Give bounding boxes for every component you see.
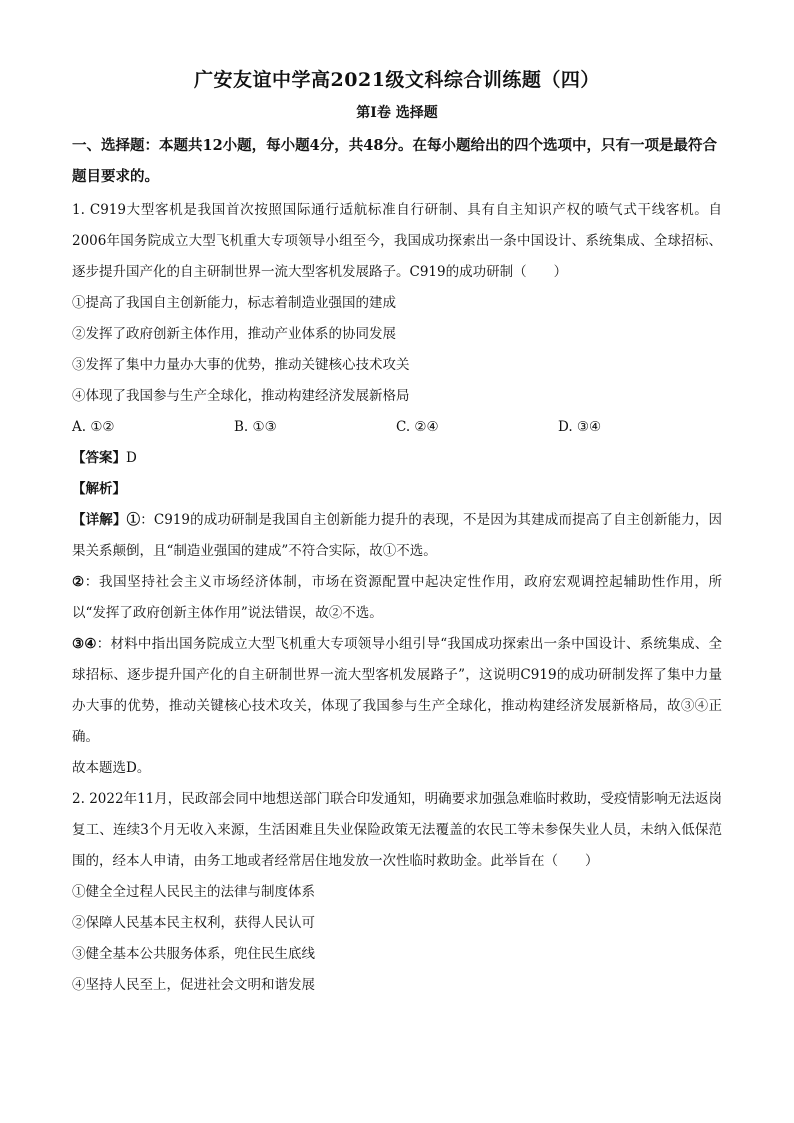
detail-1-lead: ① — [126, 512, 141, 528]
detail-2-lead: ② — [72, 574, 85, 590]
detail-paragraph-1 — [72, 505, 722, 567]
answer-line — [72, 443, 722, 474]
option-a: A. ①② — [72, 419, 115, 435]
detail-2-text: ：我国坚持社会主义市场经济体制，市场在资源配置中起决定性作用，政府宏观调控起辅助性作用，所以“发挥了政府创新主体作用”说法错误，故②不选。 — [72, 574, 722, 621]
detail-1-text: ：C919的成功研制是我国自主创新能力提升的表现，不是因为其建成而提高了自主创新能力，因果关系颠倒，且“制造业强国的建成”不符合实际，故①不选。 — [72, 512, 723, 559]
answer-value: D — [126, 450, 137, 466]
question-1-stem: 1. C919大型客机是我国首次按照国际通行适航标准自行研制、具有自主知识产权的喷气式干线客机。自2006年国务院成立大型飞机重大专项领导小组至今，我国成功探索出一条中国设计、系统集成、全球招标、逐步提升国产化的自主研制世界一流大型客机发展路子。C919的成功研制（ ） — [72, 202, 722, 280]
detail-tag: 【详解】 — [72, 512, 127, 528]
detail-paragraph-2 — [72, 567, 722, 629]
section-subtitle: 第Ⅰ卷 选择题 — [356, 105, 438, 121]
option-c: C. ②④ — [396, 419, 439, 435]
analysis-tag: 【解析】 — [72, 481, 126, 497]
detail-3-text: ：材料中指出国务院成立大型飞机重大专项领导小组引导“我国成功探索出一条中国设计、系统集成、全球招标、逐步提升国产化的自主研制世界一流大型客机发展路子”，这说明C919的成功研制发挥了集中力量办大事的优势，推动关键核心技术攻关，体现了我国参与生产全球化，推动构建经济发展新格局，故③④正确。 — [72, 636, 722, 745]
question-2-item-4: ④坚持人民至上，促进社会文明和谐发展 — [72, 977, 315, 993]
option-d: D. ③④ — [558, 419, 602, 435]
question-2-item-3: ③健全基本公共服务体系，兜住民生底线 — [72, 946, 315, 962]
section-heading: 一、选择题：本题共12小题，每小题4分，共48分。在每小题给出的四个选项中，只有一项是最符合题目要求的。 — [72, 137, 717, 185]
question-2 — [72, 784, 722, 1001]
question-1 — [72, 195, 722, 784]
detail-3-lead: ③④ — [72, 636, 97, 652]
question-1-item-2: ②发挥了政府创新主体作用，推动产业体系的协同发展 — [72, 326, 396, 342]
question-2-item-1: ①健全全过程人民民主的法律与制度体系 — [72, 884, 315, 900]
answer-tag: 【答案】 — [72, 450, 126, 466]
question-1-options — [72, 412, 722, 443]
question-2-stem: 2. 2022年11月，民政部会同中地想送部门联合印发通知，明确要求加强急难临时救助，受疫情影响无法返岗复工、连续3个月无收入来源，生活困难且失业保险政策无法覆盖的农民工等未参保失业人员，未纳入低保范围的，经本人申请，由务工地或者经常居住地发放一次性临时救助金。此举旨在（ ） — [72, 791, 722, 869]
question-1-item-1: ①提高了我国自主创新能力，标志着制造业强国的建成 — [72, 295, 396, 311]
question-2-item-2: ②保障人民基本民主权利，获得人民认可 — [72, 915, 315, 931]
detail-paragraph-3 — [72, 629, 722, 753]
question-1-item-4: ④体现了我国参与生产全球化，推动构建经济发展新格局 — [72, 388, 410, 404]
conclusion: 故本题选D。 — [72, 760, 151, 776]
page-title: 广安友谊中学高2021级文科综合训练题（四） — [194, 69, 600, 91]
option-b: B. ①③ — [234, 419, 277, 435]
question-1-item-3: ③发挥了集中力量办大事的优势，推动关键核心技术攻关 — [72, 357, 410, 373]
